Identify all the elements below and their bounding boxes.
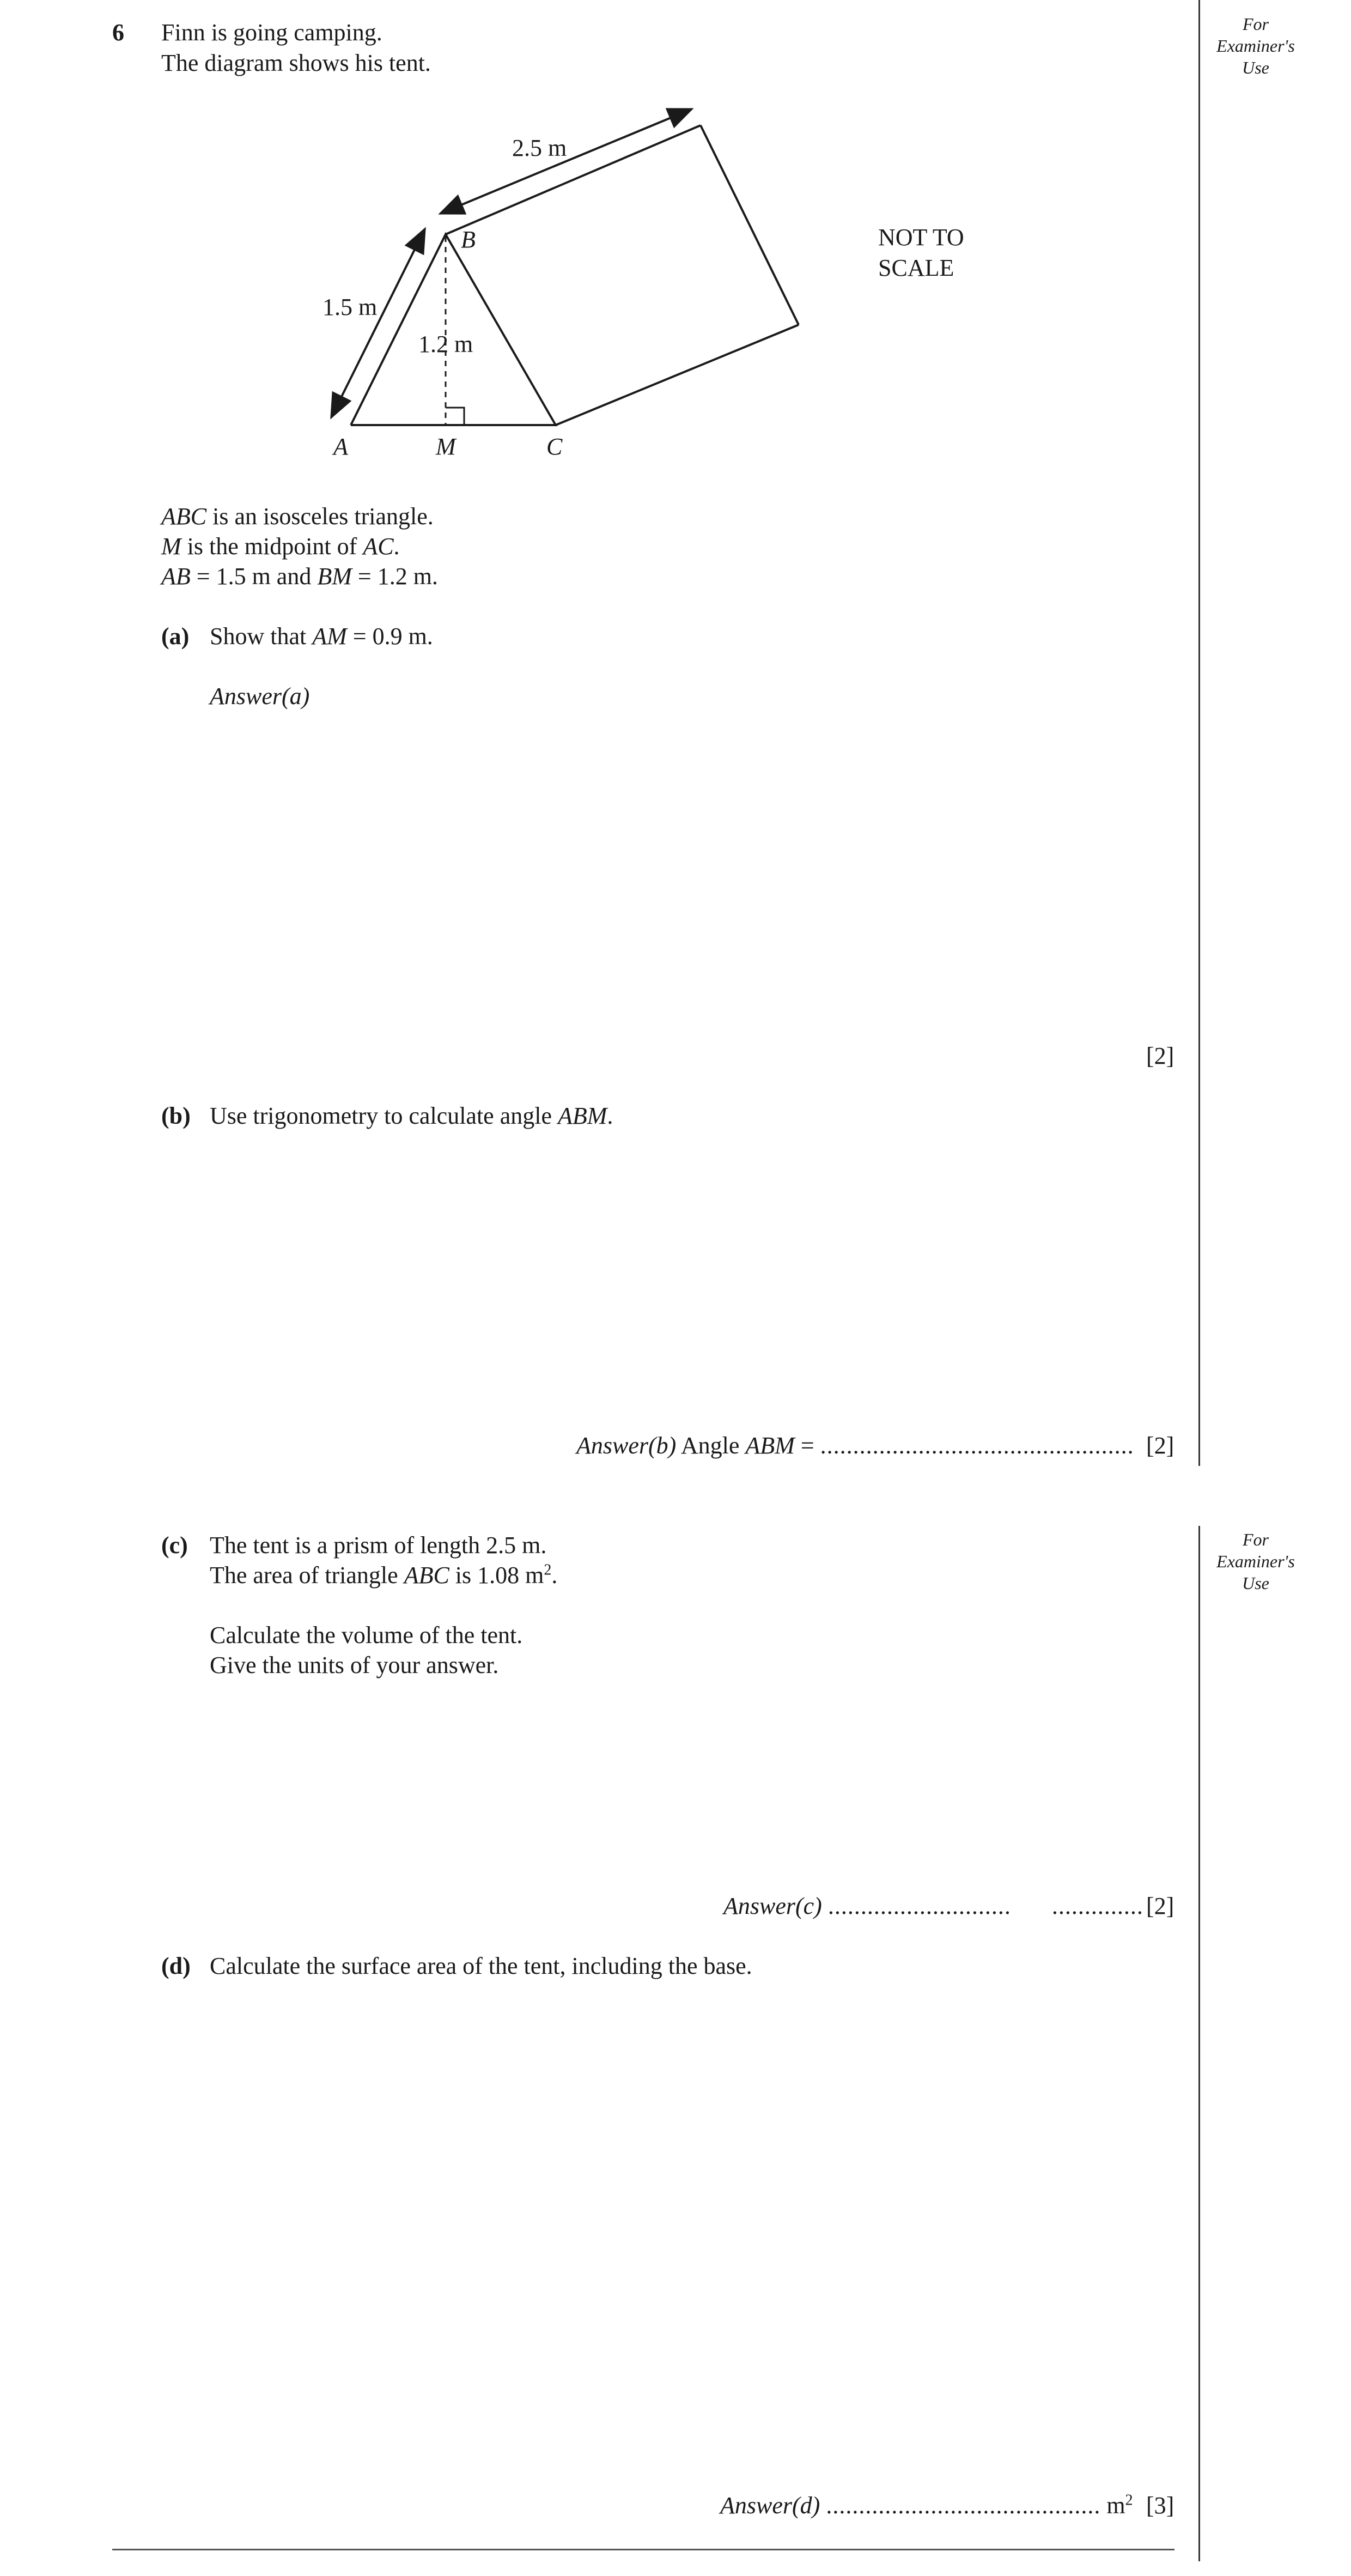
part-b-label: (b) (161, 1102, 191, 1129)
label-A: A (333, 433, 348, 460)
ridge-edge (446, 125, 701, 234)
question-intro-1: Finn is going camping. (161, 19, 382, 46)
examiner-use: Use (1242, 1573, 1269, 1593)
part-a-var: AM (312, 623, 347, 650)
part-d-answer-label: Answer(d) (720, 2492, 820, 2519)
base-edge (556, 325, 799, 425)
fact3-mid: = 1.5 m and (190, 563, 318, 590)
label-1-2m: 1.2 m (418, 331, 473, 357)
part-b-answer-dots[interactable]: ................................................ (820, 1432, 1134, 1459)
part-b-text (210, 1101, 613, 1131)
examiner-margin-line-bottom (1198, 1526, 1200, 2561)
part-d-answer-line[interactable] (720, 2490, 1133, 2521)
part-b-post: . (607, 1102, 613, 1129)
part-c-line2-post: is 1.08 m (449, 1562, 544, 1589)
part-b-answer-var: ABM (745, 1432, 795, 1459)
part-a-pre: Show that (210, 623, 313, 650)
fact-line-2 (161, 531, 400, 562)
label-2-5m: 2.5 m (512, 135, 567, 161)
part-c-line2-end: . (551, 1562, 558, 1589)
examiner-use: Use (1242, 58, 1269, 77)
fact3-end: = 1.2 m. (351, 563, 438, 590)
part-a-label: (a) (161, 623, 190, 650)
part-d-unit-sup: 2 (1125, 2492, 1133, 2509)
part-c-line2-sup: 2 (544, 1561, 552, 1579)
part-a-answer-label: Answer(a) (210, 683, 310, 710)
label-1-5m: 1.5 m (322, 294, 378, 320)
question-intro-2: The diagram shows his tent. (161, 50, 431, 76)
not-to-scale-line1: NOT TO (878, 224, 964, 251)
not-to-scale-line2: SCALE (878, 254, 954, 281)
part-c-line1: The tent is a prism of length 2.5 m. (210, 1532, 547, 1559)
fact1-rest: is an isosceles triangle. (206, 503, 434, 530)
part-d-answer-dots[interactable]: .......................................... (826, 2492, 1101, 2519)
part-d-unit: m (1106, 2492, 1125, 2519)
part-b-answer-label: Answer(b) (576, 1432, 677, 1459)
part-c-line2-pre: The area of triangle (210, 1562, 404, 1589)
part-a-marks: [2] (1146, 1042, 1174, 1069)
examiner-examiners: Examiner's (1216, 36, 1295, 56)
fact2-var2: AC (363, 533, 394, 560)
page-bottom-rule (112, 2549, 1174, 2550)
part-b-marks: [2] (1146, 1432, 1174, 1459)
part-a-text (210, 621, 433, 652)
examiner-for: For (1243, 14, 1269, 34)
examiner-examiners: Examiner's (1216, 1551, 1295, 1571)
fact3-var1: AB (161, 563, 191, 590)
part-b-pre: Use trigonometry to calculate angle (210, 1102, 558, 1129)
part-c-label: (c) (161, 1532, 188, 1559)
label-B: B (461, 226, 476, 253)
front-triangle (351, 234, 556, 425)
part-b-answer-text: Angle (680, 1432, 746, 1459)
question-number: 6 (112, 19, 124, 46)
part-c-line4: Give the units of your answer. (210, 1652, 499, 1678)
part-c-line2-var: ABC (404, 1562, 449, 1589)
part-c-marks: [2] (1146, 1893, 1174, 1919)
part-b-var: ABM (558, 1102, 607, 1129)
back-slope-edge (701, 125, 799, 325)
part-c-line3: Calculate the volume of the tent. (210, 1622, 523, 1648)
tent-diagram (0, 0, 1351, 490)
part-d-marks: [3] (1146, 2492, 1174, 2519)
fact2-mid: is the midpoint of (181, 533, 363, 560)
fact3-var2: BM (317, 563, 352, 590)
fact2-end: . (393, 533, 400, 560)
right-angle-mark (446, 408, 464, 425)
label-C: C (546, 433, 563, 460)
dimension-arrow-1-5m (331, 229, 425, 417)
examiner-for: For (1243, 1530, 1269, 1549)
part-d-text: Calculate the surface area of the tent, including the base. (210, 1953, 752, 1979)
part-b-answer-eq: = (794, 1432, 820, 1459)
part-c-answer-label: Answer(c) (723, 1893, 822, 1919)
fact-line-3 (161, 561, 438, 592)
part-c-answer-line[interactable] (723, 1891, 1143, 1922)
part-a-post: = 0.9 m. (346, 623, 433, 650)
part-c-answer-dots-units[interactable]: .............. (1051, 1893, 1143, 1919)
part-b-answer-line[interactable] (576, 1431, 1134, 1461)
part-c-line2 (210, 1560, 557, 1591)
examiner-use-label-bottom (1207, 1529, 1305, 1594)
part-c-answer-dots-value[interactable]: ............................ (827, 1893, 1011, 1919)
dimension-arrow-2-5m (440, 109, 692, 214)
part-d-label: (d) (161, 1953, 191, 1979)
label-M: M (436, 433, 456, 460)
fact-line-1 (161, 501, 434, 532)
fact2-var: M (161, 533, 181, 560)
fact1-var: ABC (161, 503, 207, 530)
